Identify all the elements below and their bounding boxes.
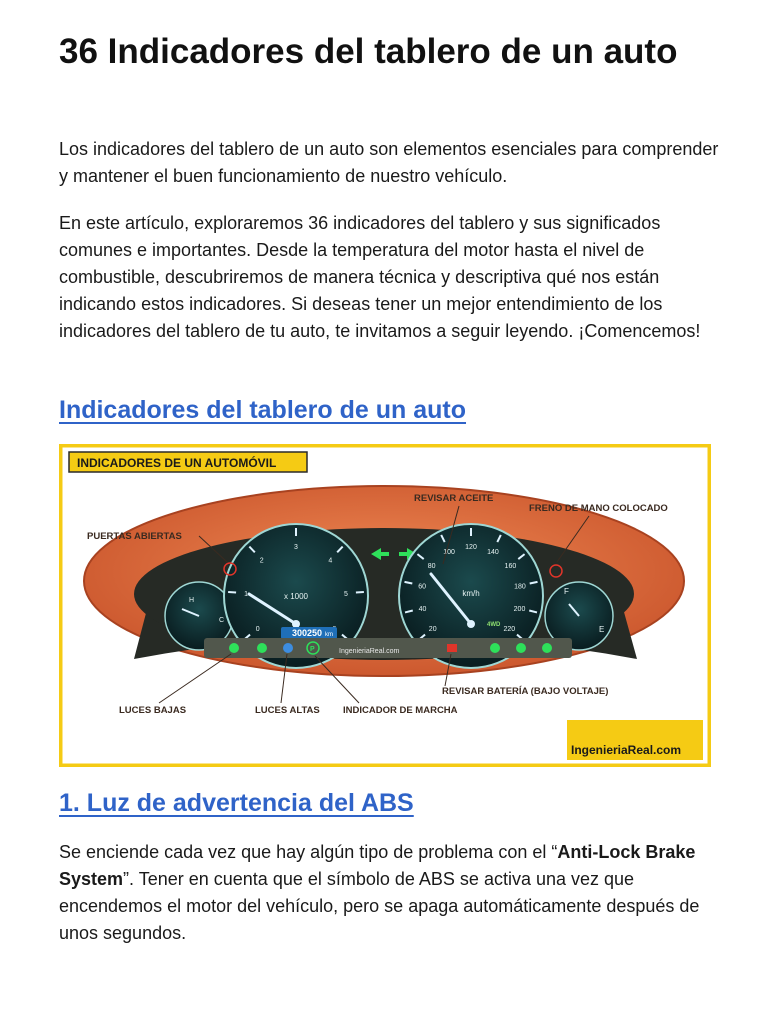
gear-letter: P <box>310 646 315 653</box>
abs-heading-link[interactable]: 1. Luz de advertencia del ABS <box>59 789 414 817</box>
wiper-icon <box>490 643 500 653</box>
label-puertas: PUERTAS ABIERTAS <box>87 531 182 542</box>
label-marcha: INDICADOR DE MARCHA <box>343 705 458 716</box>
abs-paragraph <box>59 839 719 947</box>
speed-tick-label: 60 <box>418 583 426 591</box>
temp-c-label: C <box>219 617 225 624</box>
tach-tick-label: 4 <box>328 557 333 565</box>
low-beam-icon <box>229 643 239 653</box>
fourwd-label: 4WD <box>487 622 501 628</box>
tach-tick-label: 2 <box>259 557 264 565</box>
tach-tick-label: 3 <box>294 544 298 551</box>
label-bajas: LUCES BAJAS <box>119 705 187 716</box>
speed-tick-label: 220 <box>503 626 516 634</box>
odometer-value: 300250 <box>292 628 323 638</box>
fuel-e-label: E <box>599 625 605 634</box>
label-aceite: REVISAR ACEITE <box>414 493 494 504</box>
speed-tick-label: 100 <box>443 549 455 557</box>
label-altas: LUCES ALTAS <box>255 705 320 716</box>
light-icon <box>542 643 552 653</box>
body-paragraph: En este artículo, exploraremos 36 indicadores del tablero y sus significados comunes e importantes. Desde la temperatura del motor hasta el nivel de combustible, descubriremos de manera técnica y descriptiva qué nos están indicando estos indicadores. Si deseas tener un mejor entendimiento de los indicadores del tablero de tu auto, te invitamos a seguir leyendo. ¡Comencemos! <box>59 213 701 341</box>
battery-icon <box>447 644 457 652</box>
dashboard-indicators-image <box>59 444 711 767</box>
speed-tick-label: 160 <box>504 563 517 571</box>
speed-tick-label: 40 <box>418 606 427 614</box>
brand-text: IngenieriaReal.com <box>571 743 682 757</box>
speed-tick-label: 180 <box>514 583 526 591</box>
speed-tick-label: 200 <box>513 606 526 614</box>
section-heading-link[interactable]: Indicadores del tablero de un auto <box>59 396 467 424</box>
intro-paragraph: Los indicadores del tablero de un auto son elementos esenciales para comprender y mantener el buen funcionamiento de nuestro vehículo. <box>59 139 719 186</box>
tach-multiplier: x 1000 <box>283 592 309 601</box>
label-bateria: REVISAR BATERÍA (BAJO VOLTAJE) <box>442 686 609 697</box>
speed-tick-label: 140 <box>487 549 499 557</box>
tach-tick-label: 0 <box>255 626 260 634</box>
label-freno: FRENO DE MANO COLOCADO <box>529 503 668 514</box>
page-title: 36 Indicadores del tablero de un auto <box>59 32 678 71</box>
high-beam-icon <box>283 643 293 653</box>
speed-tick-label: 120 <box>465 544 477 551</box>
speed-tick-label: 80 <box>427 563 436 571</box>
fog-light-icon <box>257 643 267 653</box>
abs-text-before: Se enciende cada vez que hay algún tipo de problema con el “ <box>59 842 558 862</box>
tach-tick-label: 5 <box>343 591 348 599</box>
abs-text-after: ”. Tener en cuenta que el símbolo de ABS se activa una vez que encendemos el motor del vehículo, pero se apaga automáticamente después de unos segundos. <box>59 869 700 943</box>
speed-unit: km/h <box>462 589 480 598</box>
speed-tick-label: 20 <box>428 626 437 634</box>
temp-h-label: H <box>189 597 195 604</box>
odometer-unit: km <box>325 632 333 638</box>
abs-text-bold: Anti-Lock Brake System <box>59 842 696 889</box>
site-text: IngenieriaReal.com <box>339 648 400 655</box>
tach-tick-label: 1 <box>244 591 249 599</box>
washer-icon <box>516 643 526 653</box>
figure-banner-text: INDICADORES DE UN AUTOMÓVIL <box>77 456 277 470</box>
fuel-f-label: F <box>564 587 569 596</box>
